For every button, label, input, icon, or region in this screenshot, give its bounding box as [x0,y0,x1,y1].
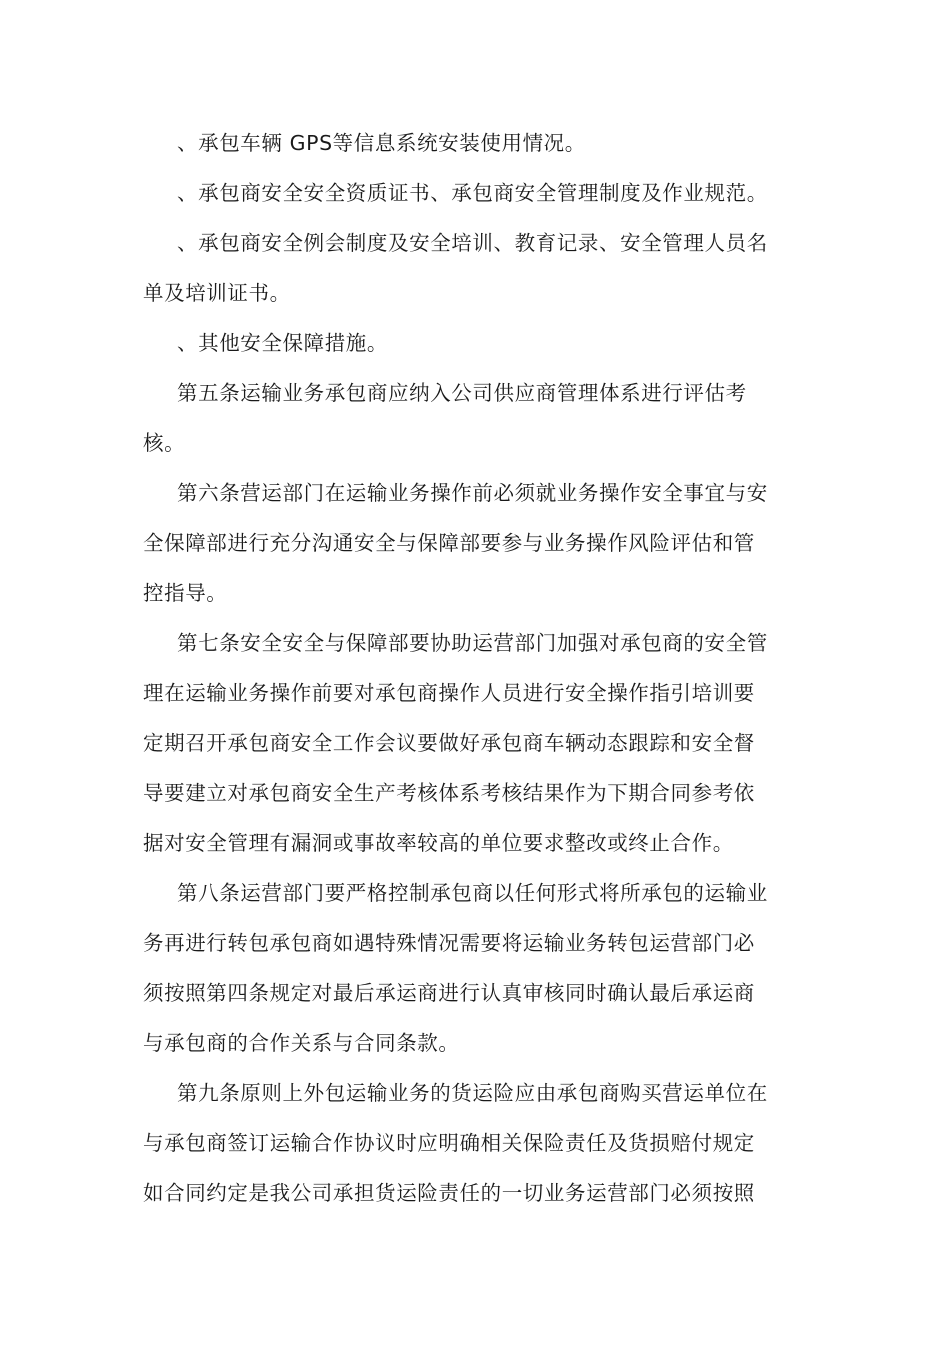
document-body [143,118,768,1218]
text-line: 定期召开承包商安全工作会议要做好承包商车辆动态跟踪和安全督 [143,731,755,755]
paragraph-article-9 [143,1068,768,1218]
text-line: 、承包商安全安全资质证书、承包商安全管理制度及作业规范。 [177,181,768,205]
text-line: 、承包商安全例会制度及安全培训、教育记录、安全管理人员名 [177,231,768,255]
text-line: 单及培训证书。 [143,281,291,305]
text-line: 核。 [143,431,186,455]
text-line: 第八条运营部门要严格控制承包商以任何形式将所承包的运输业 [177,881,768,905]
paragraph-article-8 [143,868,768,1068]
text-line: 全保障部进行充分沟通安全与保障部要参与业务操作风险评估和管 [143,531,755,555]
text-line: 据对安全管理有漏洞或事故率较高的单位要求整改或终止合作。 [143,831,734,855]
text-line: 理在运输业务操作前要对承包商操作人员进行安全操作指引培训要 [143,681,755,705]
paragraph-article-6 [143,468,768,618]
text-line: 第五条运输业务承包商应纳入公司供应商管理体系进行评估考 [177,381,747,405]
text-line: 与承包商的合作关系与合同条款。 [143,1031,460,1055]
text-line: 与承包商签订运输合作协议时应明确相关保险责任及货损赔付规定 [143,1131,755,1155]
text-line: 、承包车辆 GPS等信息系统安装使用情况。 [177,131,586,155]
text-line: 导要建立对承包商安全生产考核体系考核结果作为下期合同参考依 [143,781,755,805]
text-line: 如合同约定是我公司承担货运险责任的一切业务运营部门必须按照 [143,1181,755,1205]
paragraph-safety-meeting [143,218,768,318]
text-line: 、其他安全保障措施。 [177,331,388,355]
paragraph-article-5 [143,368,768,468]
paragraph-gps [143,118,768,168]
paragraph-article-7 [143,618,768,868]
text-line: 第六条营运部门在运输业务操作前必须就业务操作安全事宜与安 [177,481,768,505]
text-line: 第七条安全安全与保障部要协助运营部门加强对承包商的安全管 [177,631,768,655]
text-line: 务再进行转包承包商如遇特殊情况需要将运输业务转包运营部门必 [143,931,755,955]
text-line: 控指导。 [143,581,228,605]
text-line: 第九条原则上外包运输业务的货运险应由承包商购买营运单位在 [177,1081,768,1105]
paragraph-other-measures [143,318,768,368]
paragraph-qualification [143,168,768,218]
text-line: 须按照第四条规定对最后承运商进行认真审核同时确认最后承运商 [143,981,755,1005]
